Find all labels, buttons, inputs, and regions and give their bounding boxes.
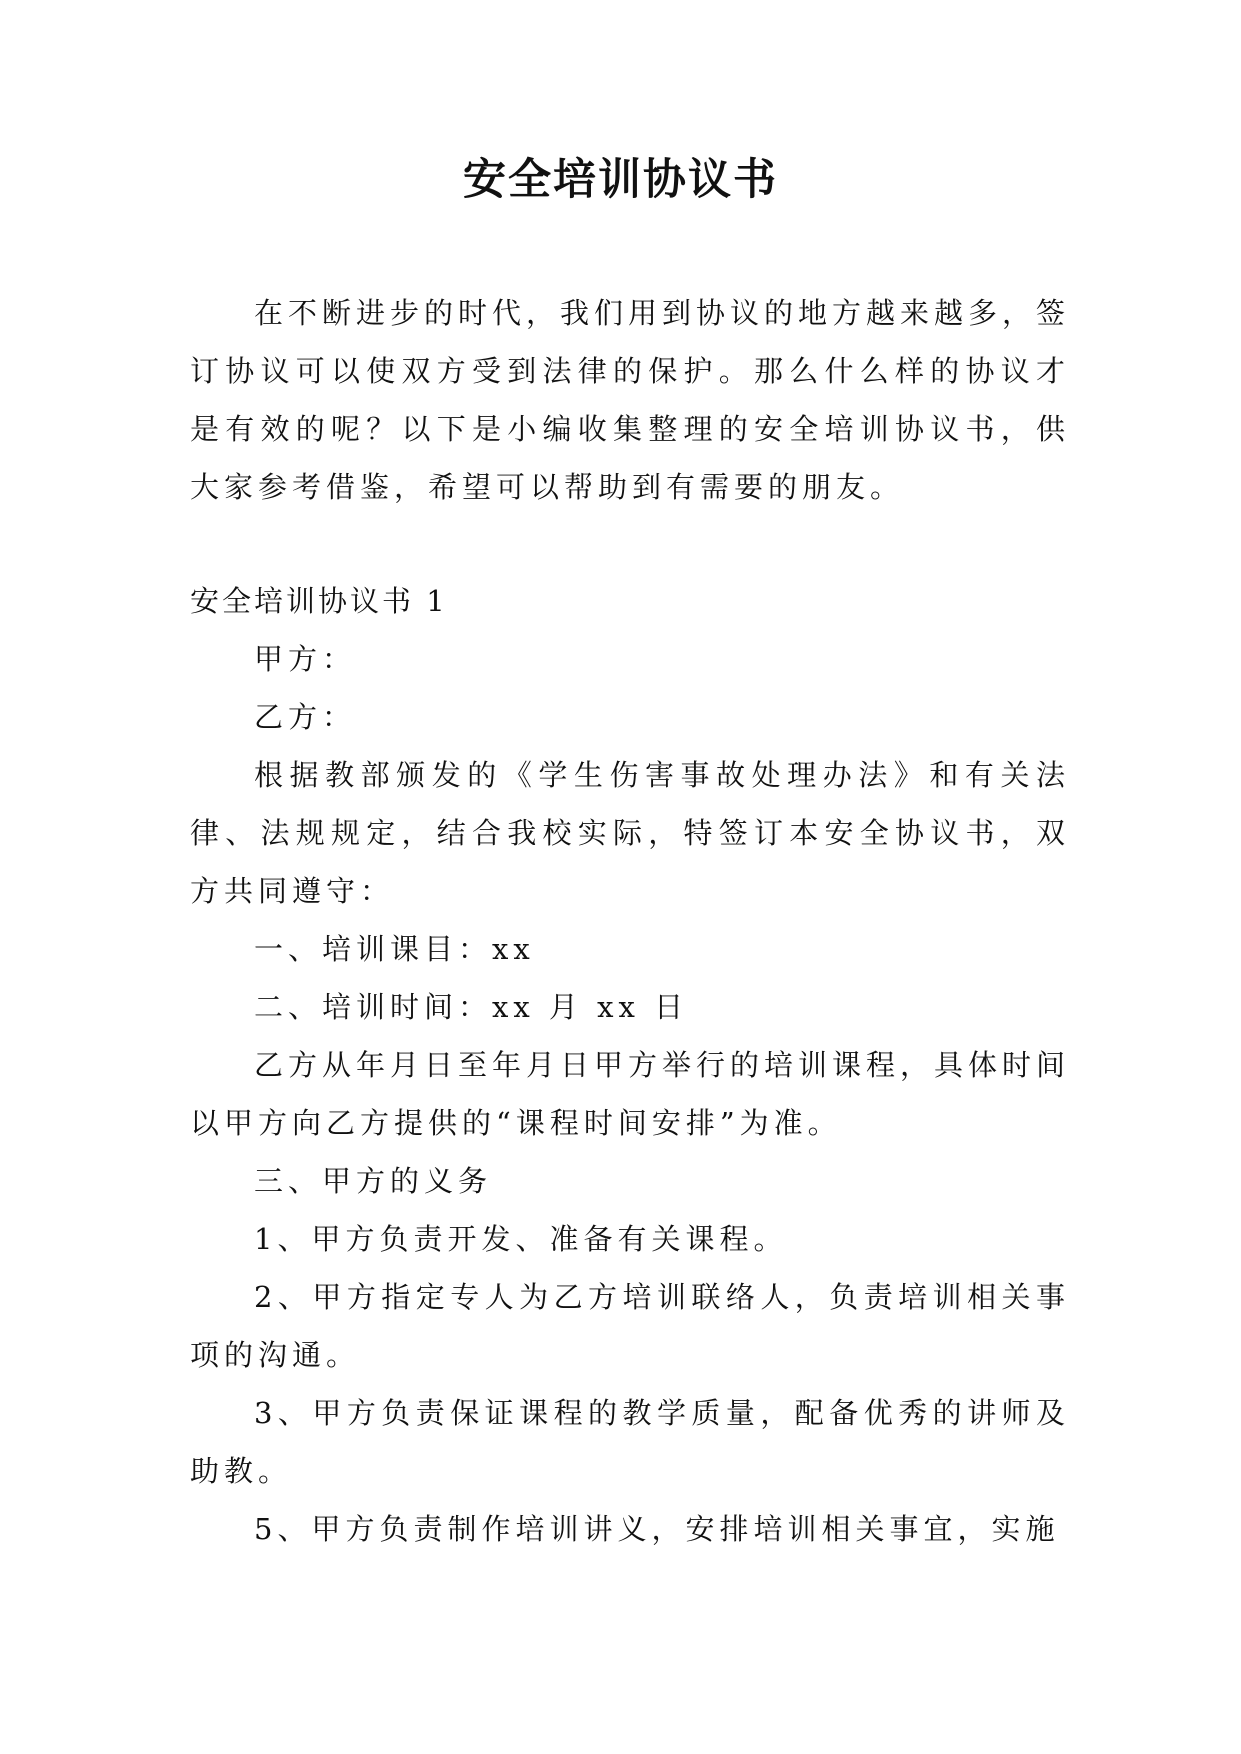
party-b-line: 乙方： xyxy=(254,700,357,734)
intro-paragraph: 在不断进步的时代，我们用到协议的地方越来越多，签订协议可以使双方受到法律的保护。那么什么样的协议才是有效的呢？以下是小编收集整理的安全培训协议书，供大家参考借鉴，希望可以帮助到有需要的朋友。 xyxy=(190,296,1071,504)
training-subject-line: 一、培训课目：xx xyxy=(254,932,535,966)
section-heading: 安全培训协议书 1 xyxy=(190,584,448,618)
duty-item-2: 2、甲方指定专人为乙方培训联络人，负责培训相关事项的沟通。 xyxy=(190,1280,1070,1372)
duty-item-5: 5、甲方负责制作培训讲义，安排培训相关事宜，实施 xyxy=(254,1512,1060,1546)
schedule-paragraph: 乙方从年月日至年月日甲方举行的培训课程，具体时间以甲方向乙方提供的“课程时间安排”为准。 xyxy=(190,1048,1071,1140)
document-body xyxy=(190,284,1070,1558)
duty-item-3: 3、甲方负责保证课程的教学质量，配备优秀的讲师及助教。 xyxy=(190,1396,1070,1488)
training-time-line: 二、培训时间：xx 月 xx 日 xyxy=(254,990,689,1024)
basis-paragraph: 根据教部颁发的《学生伤害事故处理办法》和有关法律、法规规定，结合我校实际，特签订本安全协议书，双方共同遵守： xyxy=(190,758,1070,908)
duty-item-1: 1、甲方负责开发、准备有关课程。 xyxy=(254,1222,788,1256)
section-spacer xyxy=(190,516,1070,572)
document-title: 安全培训协议书 xyxy=(463,155,778,205)
party-a-line: 甲方： xyxy=(254,642,357,676)
party-a-duties-heading: 三、甲方的义务 xyxy=(254,1164,493,1198)
